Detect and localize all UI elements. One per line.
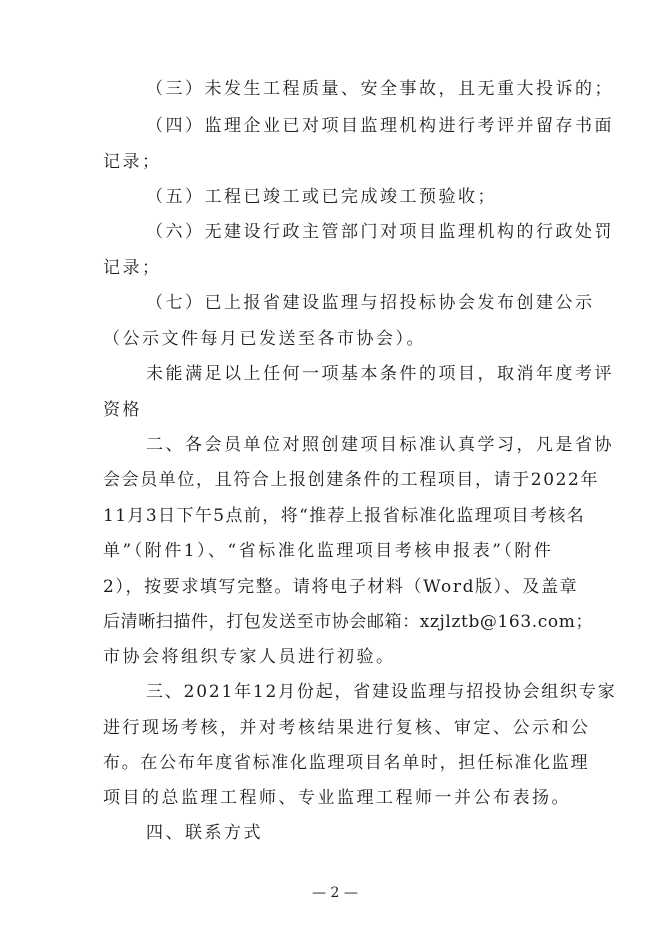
text-line: 记录； bbox=[103, 152, 162, 172]
text-line: 单”（附件1）、“省标准化监理项目考核申报表”（附件 bbox=[103, 541, 554, 561]
text-line: 未能满足以上任何一项基本条件的项目，取消年度考评 bbox=[146, 364, 614, 384]
text-line: （公示文件每月已发送至各市协会）。 bbox=[103, 329, 426, 349]
text-line: （六）无建设行政主管部门对项目监理机构的行政处罚 bbox=[146, 222, 614, 242]
text-line: 进行现场考核，并对考核结果进行复核、审定、公示和公 bbox=[103, 718, 591, 738]
text-line: 市协会将组织专家人员进行初验。 bbox=[103, 647, 396, 667]
text-line: （三）未发生工程质量、安全事故，且无重大投诉的； bbox=[146, 79, 614, 99]
text-line: 2），按要求填写完整。请将电子材料（Word版）、及盖章 bbox=[103, 577, 579, 597]
page-number: — 2 — bbox=[312, 885, 358, 901]
text-line: 二、各会员单位对照创建项目标准认真学习，凡是省协 bbox=[146, 435, 614, 455]
text-line: 项目的总监理工程师、专业监理工程师一并公布表扬。 bbox=[103, 788, 571, 808]
text-line: （四）监理企业已对项目监理机构进行考评并留存书面 bbox=[146, 116, 614, 136]
text-line: 三、2021年12月份起，省建设监理与招投协会组织专家 bbox=[146, 682, 617, 702]
text-line: 会会员单位，且符合上报创建条件的工程项目，请于2022年 bbox=[103, 470, 600, 490]
text-line: 后清晰扫描件，打包发送至市协会邮箱：xzjlztb@163.com； bbox=[103, 612, 594, 632]
text-line: （五）工程已竣工或已完成竣工预验收； bbox=[146, 187, 497, 207]
text-line: 资格 bbox=[103, 400, 142, 420]
text-line: 布。在公布年度省标准化监理项目名单时，担任标准化监理 bbox=[103, 753, 590, 773]
text-line: 11月3日下午5点前，将“推荐上报省标准化监理项目考核名 bbox=[103, 506, 586, 526]
text-line: （七）已上报省建设监理与招投标协会发布创建公示 bbox=[146, 293, 595, 313]
text-line: 四、联系方式 bbox=[146, 823, 263, 843]
text-line: 记录； bbox=[103, 258, 162, 278]
